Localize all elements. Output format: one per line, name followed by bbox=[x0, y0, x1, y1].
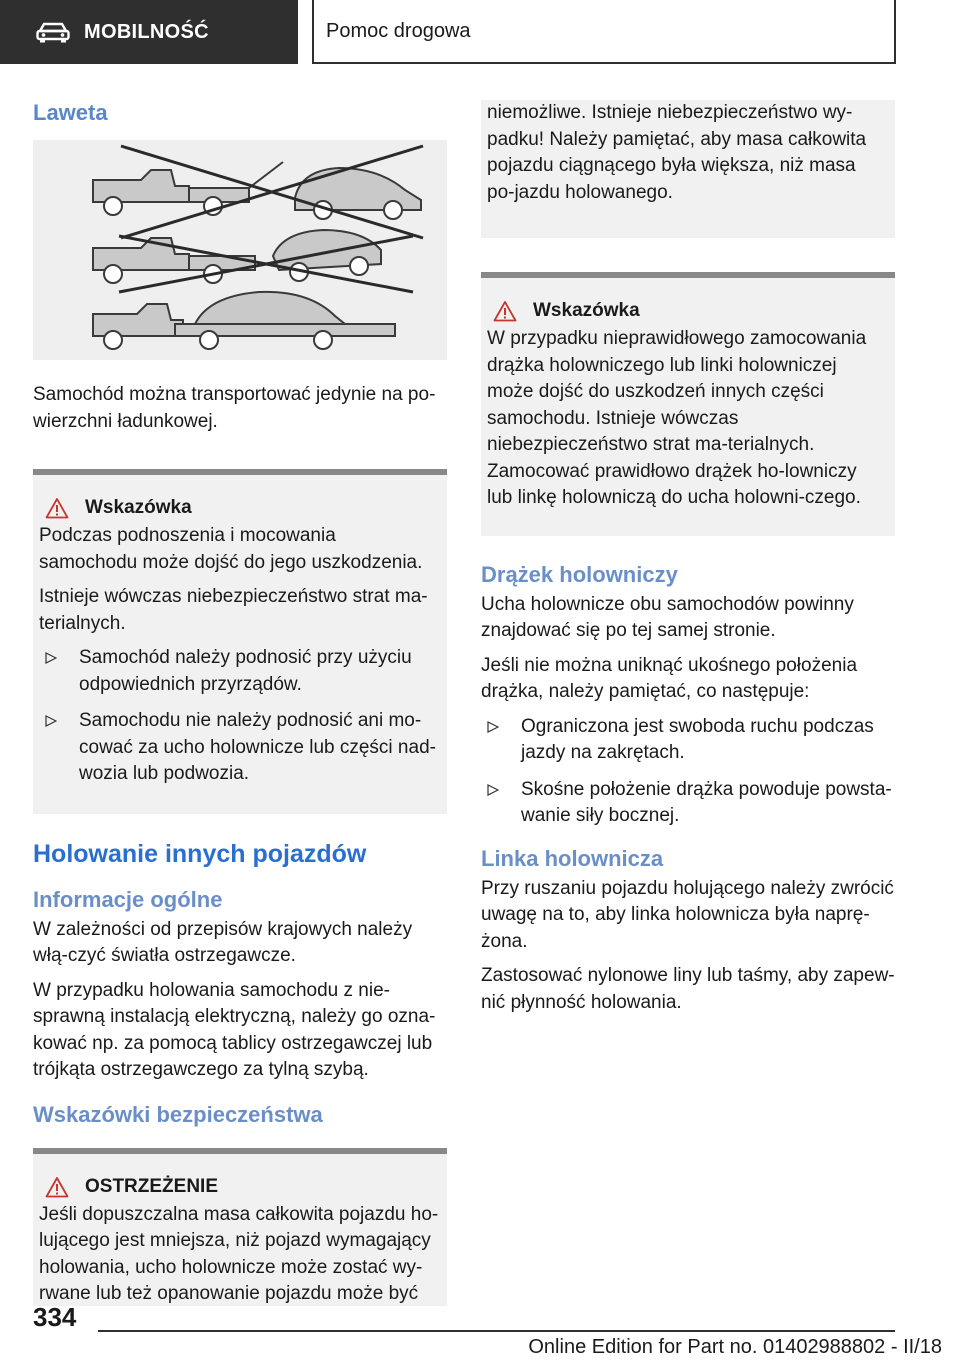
heading-drazek: Drążek holowniczy bbox=[481, 561, 678, 587]
note-box-2 bbox=[481, 272, 895, 536]
note1-bullets bbox=[39, 645, 439, 788]
bullet-triangle-icon bbox=[45, 715, 57, 727]
page-number: 334 bbox=[33, 1302, 77, 1332]
linka-paragraph-1: Przy ruszaniu pojazdu holującego należy zwrócić uwagę na to, aby linka holownicza była naprę-żona. bbox=[481, 877, 894, 952]
note1-paragraph-1: Podczas podnoszenia i mocowania samochodu może dojść do jego uszkodzenia. bbox=[39, 525, 423, 573]
laweta-text: Samochód można transportować jedynie na po-wierzchni ładunkowej. bbox=[33, 384, 436, 432]
heading-laweta: Laweta bbox=[33, 100, 108, 125]
warning-continued-text: niemożliwe. Istnieje niebezpieczeństwo wy-padku! Należy pamiętać, aby masa całkowita pojazdu ciągnącego była większa, niż masa po-jazdu holowanego. bbox=[487, 102, 867, 203]
warning-triangle-icon bbox=[45, 1176, 69, 1198]
page-title: Pomoc drogowa bbox=[326, 19, 471, 42]
right-column bbox=[481, 100, 895, 1024]
warning-triangle-icon bbox=[493, 300, 517, 322]
info-paragraph-1: W zależności od przepisów krajowych należy włą-czyć światła ostrzegawcze. bbox=[33, 918, 413, 966]
drazek-paragraph-2: Jeśli nie można uniknąć ukośnego położenia drążka, należy pamiętać, co następuje: bbox=[481, 654, 858, 702]
tow-truck-drawing bbox=[33, 140, 447, 360]
info-paragraph-2: W przypadku holowania samochodu z nie-sprawną instalacją elektryczną, należy go ozna-kować np. za pomocą tablicy ostrzegawczej lub trójkąta ostrzegawczego za tylną szybą. bbox=[33, 979, 436, 1080]
warning-title: OSTRZEŻENIE bbox=[85, 1175, 219, 1197]
note1-paragraph-2: Istnieje wówczas niebezpieczeństwo strat ma-terialnych. bbox=[39, 586, 428, 634]
bullet-triangle-icon bbox=[45, 652, 57, 664]
footer-edition: Online Edition for Part no. 01402988802 - II/18 bbox=[528, 1336, 942, 1358]
heading-linka: Linka holownicza bbox=[481, 845, 664, 871]
section-tab[interactable] bbox=[0, 0, 298, 64]
warning-box bbox=[33, 1148, 447, 1306]
footer-divider bbox=[98, 1330, 895, 1332]
warning-triangle-icon bbox=[45, 497, 69, 519]
list-item: Samochodu nie należy podnosić ani mo-cować za ucho holownicze lub części nad-wozia lub podwozia. bbox=[39, 708, 439, 788]
list-item: Samochód należy podnosić przy użyciu odpowiednich przyrządów. bbox=[39, 645, 439, 698]
linka-paragraph-2: Zastosować nylonowe liny lub taśmy, aby zapew-nić płynność holowania. bbox=[481, 965, 895, 1013]
bullet-triangle-icon bbox=[487, 721, 499, 733]
list-item: Skośne położenie drążka powoduje powsta-wanie siły bocznej. bbox=[481, 777, 895, 830]
car-icon bbox=[36, 21, 70, 43]
warning-box-continued bbox=[481, 100, 895, 238]
left-column bbox=[33, 100, 447, 1306]
note2-paragraph: W przypadku nieprawidłowego zamocowania drążka holowniczego lub linki holowniczej może dojść do uszkodzeń innych części samochodu. Istnieje wówczas niebezpieczeństwo strat ma-terialnych. Zamocować prawidłowo drążek ho-lowniczy lub linkę holowniczą do ucha holowni-czego. bbox=[487, 328, 867, 508]
heading-wskazowki: Wskazówki bezpieczeństwa bbox=[33, 1101, 323, 1127]
bullet-triangle-icon bbox=[487, 784, 499, 796]
list-item: Ograniczona jest swoboda ruchu podczas jazdy na zakrętach. bbox=[481, 714, 895, 767]
note-box-1 bbox=[33, 469, 447, 814]
drazek-bullets bbox=[481, 714, 895, 830]
heading-informacje: Informacje ogólne bbox=[33, 886, 223, 912]
page-header bbox=[312, 0, 896, 64]
warning-paragraph: Jeśli dopuszczalna masa całkowita pojazdu ho-lującego jest mniejsza, niż pojazd wymagający holowania, ucho holownicze może zostać wy-rwane lub też opanowanie pojazdu może być bbox=[39, 1203, 439, 1304]
drazek-paragraph-1: Ucha holownicze obu samochodów powinny znajdować się po tej samej stronie. bbox=[481, 593, 854, 641]
note-title-2: Wskazówka bbox=[533, 300, 640, 321]
heading-holowanie: Holowanie innych pojazdów bbox=[33, 839, 367, 868]
note-title-1: Wskazówka bbox=[85, 497, 192, 518]
tow-truck-illustration bbox=[33, 140, 447, 360]
section-tab-label: MOBILNOŚĆ bbox=[84, 20, 209, 43]
